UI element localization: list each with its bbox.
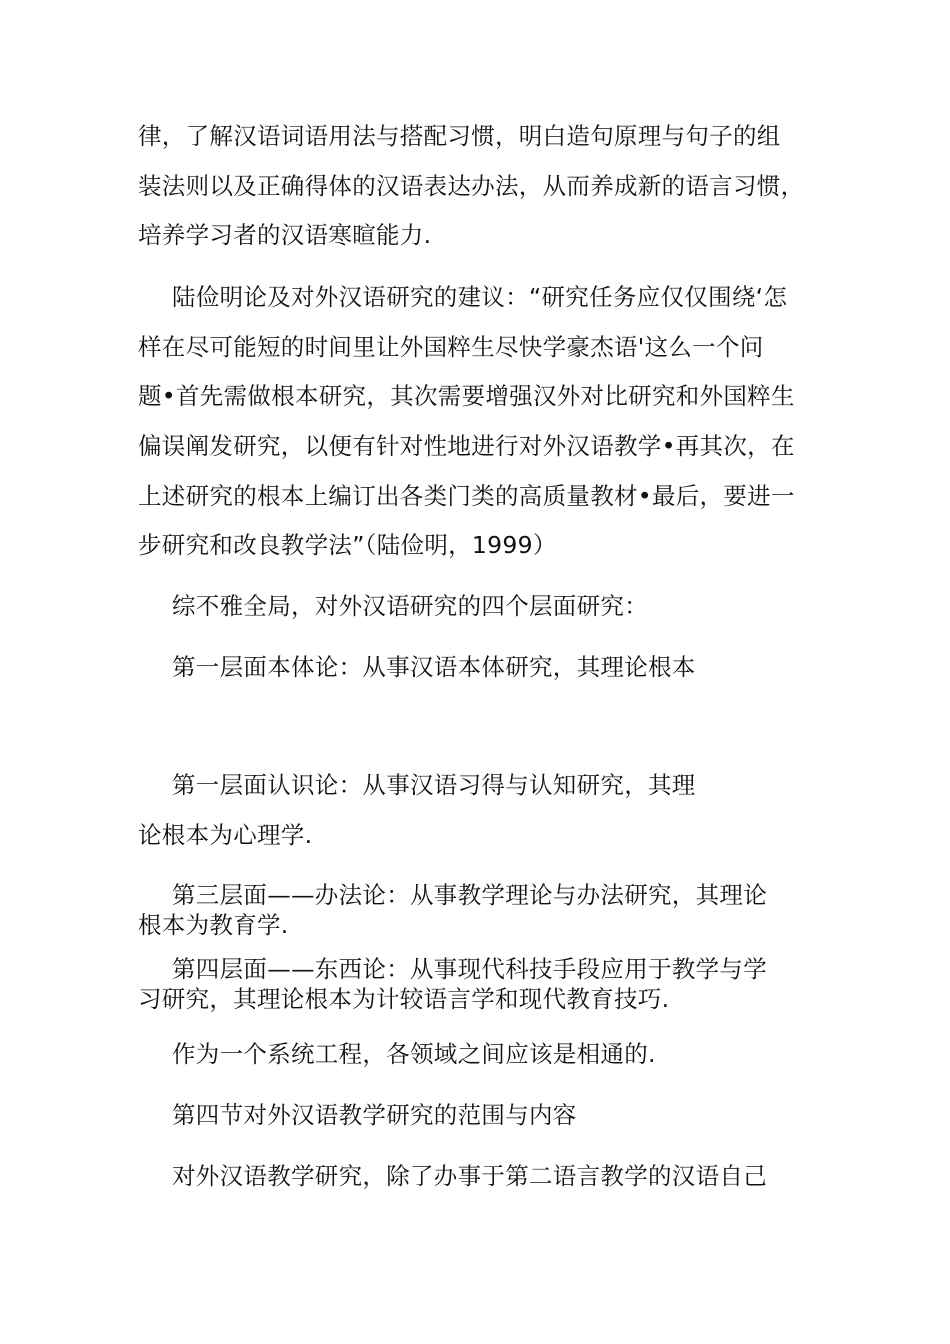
paragraph-line: 陆俭明论及对外汉语研究的建议：“研究任务应仅仅围绕‘怎 (172, 283, 788, 311)
paragraph-line: 步研究和改良教学法”（陆俭明，1999） (138, 531, 557, 559)
paragraph-line: 对外汉语教学研究，除了办事于第二语言教学的汉语自己 (172, 1162, 767, 1190)
section-heading: 第四节对外汉语教学研究的范围与内容 (172, 1101, 577, 1129)
paragraph-line: 第三层面——办法论：从事教学理论与办法研究，其理论 (172, 881, 767, 909)
paragraph-line: 根本为教育学. (138, 911, 289, 939)
paragraph-line: 作为一个系统工程，各领域之间应该是相通的. (172, 1040, 656, 1068)
paragraph-line: 样在尽可能短的时间里让外国粹生尽快学豪杰语'这么一个问 (138, 333, 764, 361)
paragraph-line: 上述研究的根本上编订出各类门类的高质量教材•最后，要进一 (138, 482, 795, 510)
paragraph-line: 装法则以及正确得体的汉语表达办法，从而养成新的语言习惯， (138, 172, 805, 200)
paragraph-line: 偏误阐发研究，以便有针对性地进行对外汉语教学•再其次，在 (138, 432, 795, 460)
paragraph-line: 第一层面本体论：从事汉语本体研究，其理论根本 (172, 653, 696, 681)
paragraph-line: 培养学习者的汉语寒暄能力. (138, 221, 432, 249)
paragraph-line: 习研究，其理论根本为计较语言学和现代教育技巧. (138, 985, 670, 1013)
paragraph-line: 综不雅全局，对外汉语研究的四个层面研究： (172, 592, 648, 620)
paragraph-line: 第四层面——东西论：从事现代科技手段应用于教学与学 (172, 955, 767, 983)
paragraph-line: 题•首先需做根本研究，其次需要增强汉外对比研究和外国粹生 (138, 382, 795, 410)
paragraph-line: 律，了解汉语词语用法与搭配习惯，明白造句原理与句子的组 (138, 122, 781, 150)
paragraph-line: 论根本为心理学. (138, 821, 313, 849)
paragraph-line: 第一层面认识论：从事汉语习得与认知研究，其理 (172, 771, 696, 799)
